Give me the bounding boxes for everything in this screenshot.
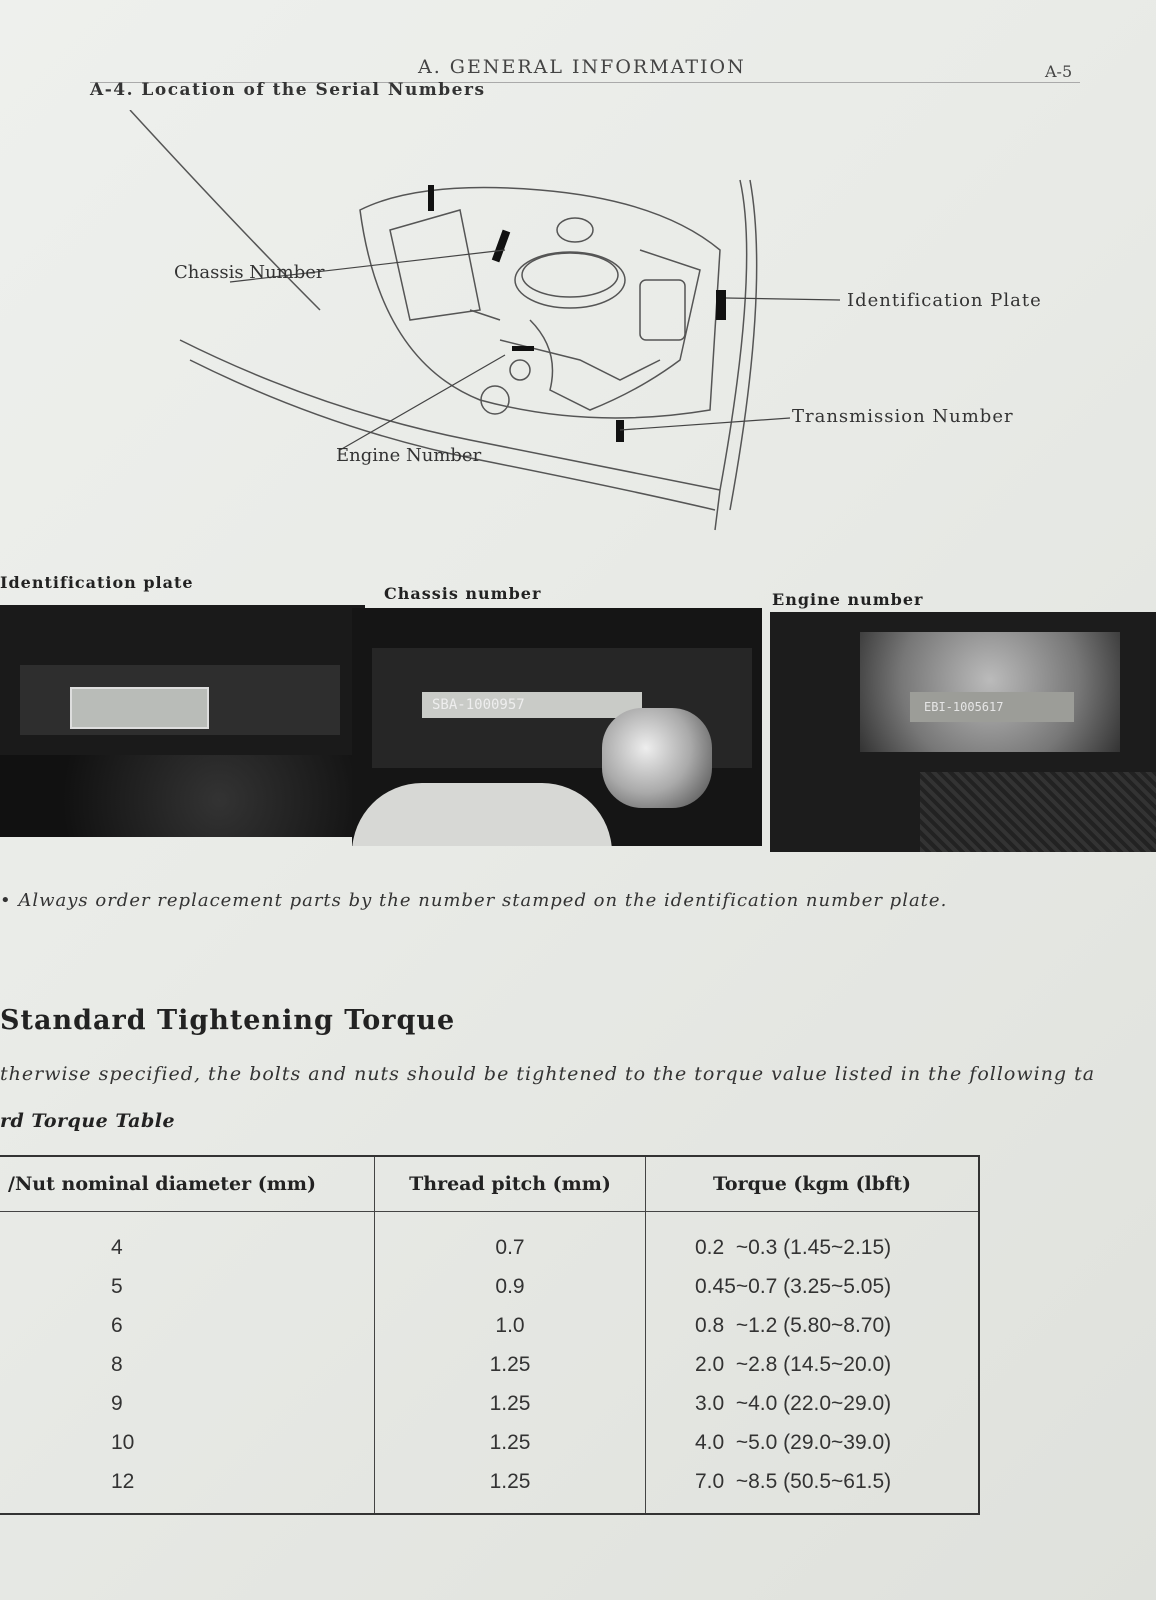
chassis-number-stamp: SBA-1000957 (422, 692, 642, 718)
header-torque: Torque (kgm (lbft) (646, 1156, 980, 1212)
engine-bay-drawing (120, 110, 1080, 550)
torque-intro-text: therwise specified, the bolts and nuts should be tightened to the torque value listed in the following ta (0, 1063, 1096, 1085)
diameter-cell: 6 (111, 1314, 123, 1337)
pitch-cell: 0.9 (495, 1275, 525, 1298)
photo-hose (920, 772, 1156, 852)
engine-number-stamp: EBI-1005617 (910, 692, 1074, 722)
diameter-cell: 12 (111, 1470, 135, 1493)
pitch-cell: 1.25 (489, 1353, 531, 1376)
pitch-list (376, 1228, 644, 1501)
torque-cell: 0.2 ~0.3 (1.45~2.15) (695, 1236, 892, 1259)
photo-caption-engine: Engine number (772, 590, 924, 609)
pitch-column (375, 1212, 646, 1515)
identification-plate-image (70, 687, 209, 729)
transmission-number-label: Transmission Number (792, 406, 1014, 427)
torque-list (647, 1228, 977, 1501)
torque-cell: 3.0 ~4.0 (22.0~29.0) (695, 1392, 892, 1415)
photo-caption-identification: Identification plate (0, 573, 194, 592)
identification-plate-label: Identification Plate (847, 290, 1042, 311)
engine-number-label: Engine Number (336, 445, 482, 466)
diameter-cell: 5 (111, 1275, 123, 1298)
torque-cell: 0.8 ~1.2 (5.80~8.70) (695, 1314, 892, 1337)
diameter-cell: 4 (111, 1236, 123, 1259)
section-title: A-4. Location of the Serial Numbers (90, 80, 486, 100)
photo-identification-plate (0, 605, 365, 837)
photo-motor-part (602, 708, 712, 808)
torque-table (0, 1155, 980, 1515)
replacement-parts-note: • Always order replacement parts by the number stamped on the identification number plate. (0, 890, 948, 911)
diameter-column (0, 1212, 375, 1515)
diameter-cell: 9 (111, 1392, 123, 1415)
chassis-number-label: Chassis Number (174, 262, 325, 283)
torque-table-body (0, 1212, 979, 1515)
photo-engine-number (770, 612, 1156, 852)
diameter-cell: 10 (111, 1431, 135, 1454)
pitch-cell: 0.7 (495, 1236, 525, 1259)
header-diameter: /Nut nominal diameter (mm) (0, 1156, 375, 1212)
torque-table-header-row (0, 1156, 979, 1212)
page-number: A-5 (1045, 62, 1073, 81)
torque-cell: 0.45~0.7 (3.25~5.05) (695, 1275, 892, 1298)
photo-lower-shadow (0, 755, 365, 837)
pitch-cell: 1.0 (495, 1314, 525, 1337)
photo-caption-chassis: Chassis number (384, 584, 542, 603)
photo-chassis-number (352, 608, 762, 846)
pitch-cell: 1.25 (489, 1470, 531, 1493)
torque-cell: 7.0 ~8.5 (50.5~61.5) (695, 1470, 892, 1493)
torque-column (646, 1212, 980, 1515)
pitch-cell: 1.25 (489, 1392, 531, 1415)
diameter-cell: 8 (111, 1353, 123, 1376)
photo-tank-top (352, 783, 612, 846)
torque-cell: 4.0 ~5.0 (29.0~39.0) (695, 1431, 892, 1454)
torque-table-title: rd Torque Table (0, 1110, 176, 1132)
serial-number-location-diagram (120, 110, 1080, 550)
chapter-header: A. GENERAL INFORMATION (418, 56, 746, 78)
torque-section-title: Standard Tightening Torque (0, 1005, 456, 1036)
header-pitch: Thread pitch (mm) (375, 1156, 646, 1212)
diameter-list (1, 1228, 373, 1501)
torque-cell: 2.0 ~2.8 (14.5~20.0) (695, 1353, 892, 1376)
pitch-cell: 1.25 (489, 1431, 531, 1454)
